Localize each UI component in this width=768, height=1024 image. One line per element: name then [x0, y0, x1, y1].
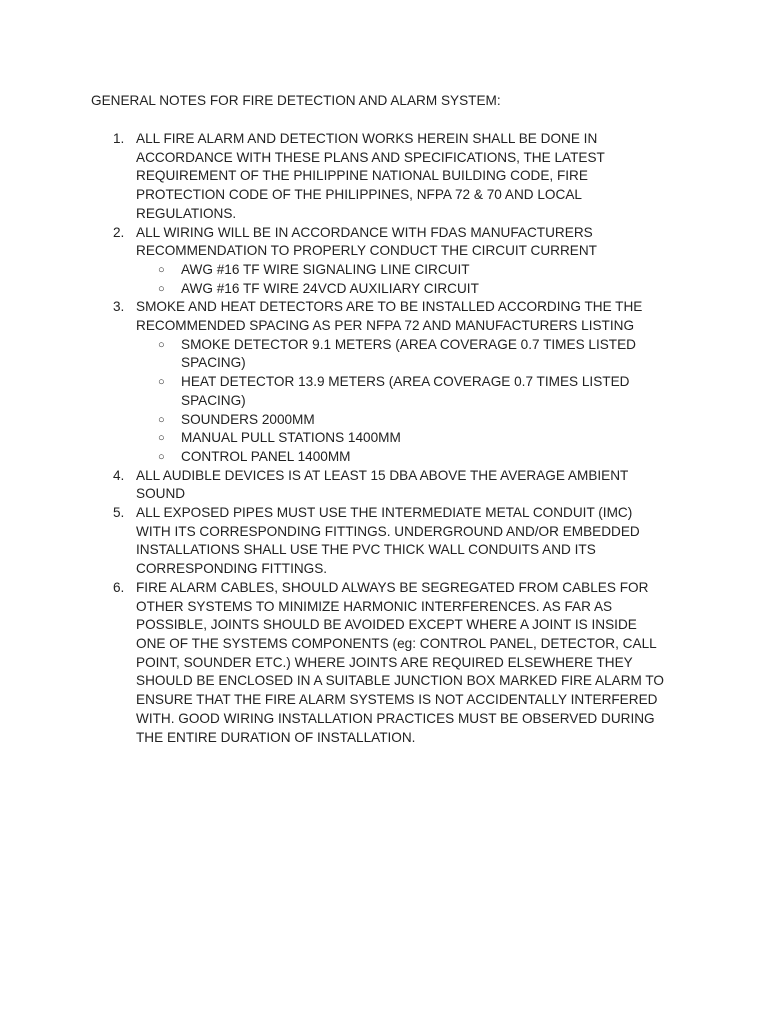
- note-number: 4.: [113, 467, 125, 483]
- sub-item-text-line: AWG #16 TF WIRE 24VCD AUXILIARY CIRCUIT: [181, 280, 479, 296]
- note-text-line: SHOULD BE ENCLOSED IN A SUITABLE JUNCTION BOX MARKED FIRE ALARM TO: [136, 673, 665, 689]
- sub-item-text-line: SPACING): [181, 392, 246, 408]
- sub-list-item: [136, 261, 681, 280]
- note-text-line: OTHER SYSTEMS TO MINIMIZE HARMONIC INTERFERENCES. AS FAR AS: [136, 598, 613, 614]
- note-item: [91, 579, 681, 747]
- note-item: [91, 298, 681, 466]
- note-number: 2.: [113, 224, 125, 240]
- document-heading: GENERAL NOTES FOR FIRE DETECTION AND ALARM SYSTEM:: [91, 93, 501, 108]
- note-text-line: THE ENTIRE DURATION OF INSTALLATION.: [136, 729, 416, 745]
- note-text-line: ALL WIRING WILL BE IN ACCORDANCE WITH FDAS MANUFACTURERS: [136, 224, 593, 240]
- sub-list-item: [136, 429, 681, 448]
- note-text-line: SMOKE AND HEAT DETECTORS ARE TO BE INSTALLED ACCORDING THE THE: [136, 299, 643, 315]
- sub-item-text-line: CONTROL PANEL 1400MM: [181, 448, 351, 464]
- sub-item-text-line: SPACING): [181, 355, 246, 371]
- sub-item-text-line: SMOKE DETECTOR 9.1 METERS (AREA COVERAGE 0.7 TIMES LISTED: [181, 336, 636, 352]
- note-item: [91, 130, 681, 224]
- note-text-line: ONE OF THE SYSTEMS COMPONENTS (eg: CONTROL PANEL, DETECTOR, CALL: [136, 635, 657, 651]
- note-text-line: REGULATIONS.: [136, 205, 237, 221]
- note-text-line: POINT, SOUNDER ETC.) WHERE JOINTS ARE REQUIRED ELSEWHERE THEY: [136, 654, 633, 670]
- sub-item-text-line: MANUAL PULL STATIONS 1400MM: [181, 430, 401, 446]
- hollow-bullet-icon: ○: [158, 432, 165, 445]
- note-text-line: WITH ITS CORRESPONDING FITTINGS. UNDERGROUND AND/OR EMBEDDED: [136, 523, 640, 539]
- hollow-bullet-icon: ○: [158, 450, 165, 463]
- sub-list-item: [136, 411, 681, 430]
- general-notes-list: [91, 130, 681, 747]
- note-number: 6.: [113, 579, 125, 595]
- note-text-line: PROTECTION CODE OF THE PHILIPPINES, NFPA 72 & 70 AND LOCAL: [136, 187, 582, 203]
- sub-item-text-line: AWG #16 TF WIRE SIGNALING LINE CIRCUIT: [181, 261, 470, 277]
- note-text-line: CORRESPONDING FITTINGS.: [136, 561, 328, 577]
- note-text-line: ALL EXPOSED PIPES MUST USE THE INTERMEDIATE METAL CONDUIT (IMC): [136, 505, 633, 521]
- hollow-bullet-icon: ○: [158, 413, 165, 426]
- sub-item-text-line: SOUNDERS 2000MM: [181, 411, 315, 427]
- sub-item-text-line: HEAT DETECTOR 13.9 METERS (AREA COVERAGE 0.7 TIMES LISTED: [181, 374, 630, 390]
- note-text-line: INSTALLATIONS SHALL USE THE PVC THICK WALL CONDUITS AND ITS: [136, 542, 596, 558]
- note-item: [91, 224, 681, 299]
- note-text-line: RECOMMENDATION TO PROPERLY CONDUCT THE CIRCUIT CURRENT: [136, 243, 597, 259]
- note-item: [91, 467, 681, 504]
- sub-list: [136, 336, 681, 467]
- note-item: [91, 504, 681, 579]
- note-number: 1.: [113, 131, 125, 146]
- note-text-line: REQUIREMENT OF THE PHILIPPINE NATIONAL BUILDING CODE, FIRE: [136, 168, 588, 184]
- sub-list-item: [136, 280, 681, 299]
- hollow-bullet-icon: ○: [158, 263, 165, 276]
- sub-list: [136, 261, 681, 298]
- note-text-line: FIRE ALARM CABLES, SHOULD ALWAYS BE SEGREGATED FROM CABLES FOR: [136, 579, 649, 595]
- note-text-line: RECOMMENDED SPACING AS PER NFPA 72 AND MANUFACTURERS LISTING: [136, 318, 635, 334]
- sub-list-item: [136, 448, 681, 467]
- note-number: 5.: [113, 505, 125, 521]
- note-text-line: ENSURE THAT THE FIRE ALARM SYSTEMS IS NOT ACCIDENTALLY INTERFERED: [136, 692, 658, 708]
- sub-list-item: [136, 336, 681, 373]
- hollow-bullet-icon: ○: [158, 282, 165, 295]
- note-text-line: WITH. GOOD WIRING INSTALLATION PRACTICES MUST BE OBSERVED DURING: [136, 710, 655, 726]
- note-text-line: SOUND: [136, 486, 186, 502]
- hollow-bullet-icon: ○: [158, 376, 165, 389]
- note-text-line: ALL FIRE ALARM AND DETECTION WORKS HEREIN SHALL BE DONE IN: [136, 131, 598, 146]
- note-number: 3.: [113, 299, 125, 315]
- sub-list-item: [136, 373, 681, 410]
- note-text-line: ACCORDANCE WITH THESE PLANS AND SPECIFICATIONS, THE LATEST: [136, 149, 605, 165]
- note-text-line: ALL AUDIBLE DEVICES IS AT LEAST 15 DBA ABOVE THE AVERAGE AMBIENT: [136, 467, 629, 483]
- note-text-line: POSSIBLE, JOINTS SHOULD BE AVOIDED EXCEPT WHERE A JOINT IS INSIDE: [136, 617, 637, 633]
- hollow-bullet-icon: ○: [158, 338, 165, 351]
